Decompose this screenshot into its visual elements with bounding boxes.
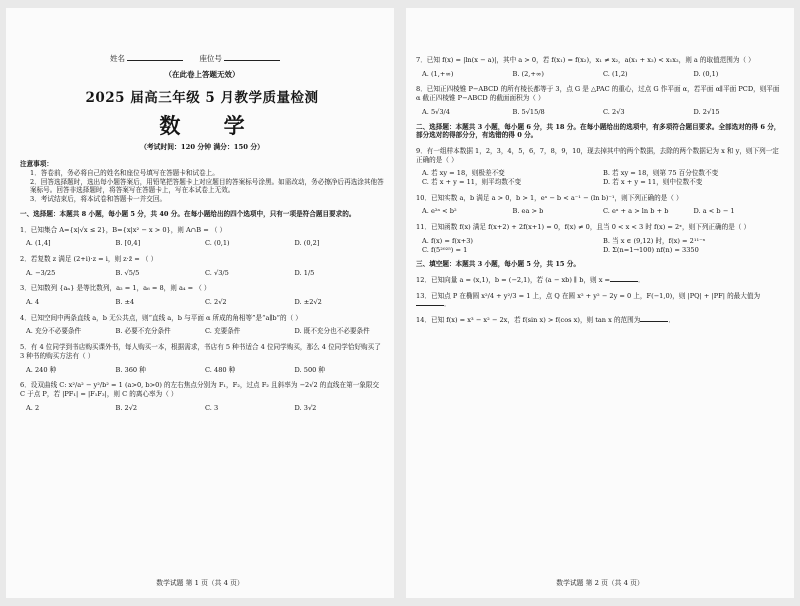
- option-a: A. (1,+∞): [422, 69, 454, 78]
- seat-blank: [224, 60, 280, 61]
- options-row: [20, 269, 384, 278]
- invalid-notice: （在此卷上答题无效）: [164, 69, 240, 79]
- option-c: C. (0,1): [205, 239, 230, 248]
- question-stem: 14．已知 f(x) = x³ − x² − 2x，若 f(sin x) > f(cos x)，则 tan x 的范围为: [416, 316, 641, 325]
- option-d: D. ±2√2: [294, 298, 322, 307]
- options-row: [416, 169, 784, 186]
- question-2: [20, 255, 384, 277]
- answer-blank: [640, 321, 668, 322]
- option-a: A. 充分不必要条件: [26, 327, 82, 336]
- note-item: 1．答卷前，务必将自己的姓名和座位号填写在答题卡和试卷上。: [30, 168, 219, 177]
- options-row: [20, 366, 384, 375]
- option-c: C. 2√3: [603, 107, 625, 116]
- option-d: D. 1/5: [294, 268, 315, 277]
- question-stem: 12．已知向量 a = (x,1)，b = (−2,1)，若 (a − xb) ∥ b，则 x =: [416, 275, 611, 284]
- question-7: [416, 56, 784, 78]
- question-stem: 13．已知点 P 在椭圆 x²/4 + y²/3 = 1 上，点 Q 在圆 x² + y² − 2y = 0 上，F(−1,0)，则 |PQ| + |PF| 的最大值为: [416, 291, 761, 300]
- question-13: 13．已知点 P 在椭圆 x²/4 + y²/3 = 1 上，点 Q 在圆 x² + y² − 2y = 0 上，F(−1,0)，则 |PQ| + |PF| 的最大值为．: [416, 291, 761, 309]
- option-a: A. 4: [26, 298, 40, 307]
- options-row: [416, 237, 784, 254]
- option-c: C. √3/5: [205, 268, 229, 277]
- question-4: [20, 314, 384, 336]
- question-stem: 1．已知集合 A={x|√x ≤ 2}，B={x|x² − x > 0}，则 A∩B = （ ）: [20, 225, 227, 234]
- option-c: C. 充要条件: [205, 327, 241, 336]
- option-d: D. a < b − 1: [693, 207, 735, 216]
- option-a: A. 2: [26, 403, 40, 412]
- name-seat-row: [20, 54, 384, 64]
- option-b: B. 5√15/8: [512, 107, 545, 116]
- option-a: A. (1,4]: [26, 239, 51, 248]
- name-blank: [127, 60, 183, 61]
- time-info: （考试时间：120 分钟 满分：150 分）: [140, 143, 264, 152]
- question-stem: 6．设双曲线 C: x²/a² − y²/b² = 1 (a>0, b>0) 的左右焦点分别为 F₁，F₂，过点 F₂ 且斜率为 −2√2 的直线在第一象限交 C 于点 P，若 |PF₁| = |F₁F₂|，则 C 的离心率为（ ）: [20, 381, 380, 398]
- option-a: A. 240 种: [26, 365, 57, 374]
- section-2-heading: 二、选择题：本题共 3 小题，每小题 6 分，共 18 分。在每小题给出的选项中，有多项符合题目要求。全部选对的得 6 分，部分选对的得部分分，有选错的得 0 分。: [416, 122, 781, 140]
- option-d: D. Σ(n=1→100) nf(n) = 3350: [603, 245, 699, 254]
- option-c: C. 若 x + y = 11，则平均数不变: [422, 178, 522, 187]
- option-b: B. [0,4]: [115, 239, 141, 248]
- options-row: [20, 239, 384, 248]
- option-d: D. 3√2: [294, 403, 317, 412]
- option-b: B. √5/5: [115, 268, 140, 277]
- answer-blank: [416, 305, 444, 306]
- question-6: [20, 381, 384, 412]
- options-row: [416, 108, 784, 117]
- option-d: D. 500 种: [294, 365, 326, 374]
- question-8: [416, 85, 784, 116]
- option-c: C. f(5²⁰²⁵) = 1: [422, 245, 468, 254]
- option-c: C. 2√2: [205, 298, 227, 307]
- question-5: [20, 343, 384, 374]
- section-3-heading: 三、填空题：本题共 3 小题，每小题 5 分，共 15 分。: [416, 260, 580, 269]
- options-row: [20, 327, 384, 336]
- note-item: 3．考试结束后，将本试卷和答题卡一并交回。: [30, 195, 167, 204]
- question-stem: 5．有 4 位同学到书店购买课外书，每人购买一本，根据需求，书店有 5 种书适合 4 位同学购买，那么 4 位同学恰好购买了 3 种书的购买方法有（ ）: [20, 343, 381, 360]
- question-9: [416, 147, 784, 187]
- option-a: A. −3/25: [26, 268, 56, 277]
- question-stem: 3．已知数列 {aₙ} 是等比数列，a₂ = 1，a₆ = 8，则 a₄ = （ ）: [20, 284, 211, 293]
- option-b: B. ±4: [115, 298, 135, 307]
- question-11: [416, 223, 784, 254]
- answer-blank: [610, 281, 638, 282]
- option-c: C. (1,2): [603, 69, 628, 78]
- subject-title: 数 学: [159, 112, 263, 138]
- option-b: B. 2√2: [115, 403, 138, 412]
- option-b: B. ea > b: [512, 207, 544, 216]
- exam-page-right: [406, 8, 794, 598]
- options-row: [416, 207, 784, 216]
- question-10: [416, 194, 784, 216]
- question-stem: 11．已知函数 f(x) 满足 f(x+2) + 2f(x+1) = 0，f(x) ≠ 0，且当 0 < x < 3 时 f(x) = 2ˣ，则下列正确的是（ ）: [416, 223, 751, 232]
- question-stem: 2．若复数 z 满足 (2+i)·z = i，则 z·z̄ = （ ）: [20, 254, 158, 263]
- option-a: A. e²ᵃ < b²: [422, 207, 457, 216]
- option-c: C. eᵃ + a > ln b + b: [603, 207, 669, 216]
- name-label: 姓名: [110, 54, 126, 63]
- options-row: [416, 70, 784, 79]
- notes-heading: 注意事项：: [20, 160, 53, 169]
- question-stem: 9．有一组样本数据 1，2，3，4，5，6，7，8，9，10，现去掉其中的两个数据，去除的两个数据记为 x 和 y，则下列一定正确的是（ ）: [416, 146, 779, 164]
- exam-title: 2025 届高三年级 5 月教学质量检测: [85, 89, 319, 106]
- option-c: C. 3: [205, 403, 219, 412]
- option-d: D. 若 x + y = 11，则中位数不变: [603, 178, 703, 187]
- exam-page-left: [6, 8, 394, 598]
- note-item: 2．回答选择题时，选出每小题答案后，用铅笔把答题卡上对应题目的答案标号涂黑。如需改动，务必擦净后再选涂其他答案标号。回答非选择题时，将答案写在答题卡上，写在本试卷上无效。: [30, 177, 384, 195]
- option-b: B. 若 xy = 18，则第 75 百分位数不变: [603, 169, 719, 178]
- question-stem: 8．已知正四棱锥 P−ABCD 的所有棱长都等于 3，点 G 是 △PAC 的重心，过点 G 作平面 α，若平面 α∥平面 PCD，则平面 α 截正四棱锥 P−ABCD 的截面面积为（ ）: [416, 85, 780, 103]
- option-d: D. 既不充分也不必要条件: [294, 327, 370, 336]
- option-d: D. (0,1): [693, 69, 719, 78]
- seat-label: 座位号: [199, 54, 222, 63]
- option-b: B. 当 x ∈ (9,12) 时，f(x) = 2¹¹⁻ˣ: [603, 236, 706, 245]
- options-row: [20, 404, 384, 413]
- page-header: [20, 54, 384, 152]
- option-b: B. (2,+∞): [512, 69, 544, 78]
- option-b: B. 360 种: [115, 365, 146, 374]
- question-stem: 4．已知空间中两条直线 a，b 无公共点，则“直线 a，b 与平面 α 所成的角相等”是“a∥b”的（ ）: [20, 313, 302, 322]
- question-stem: 7．已知 f(x) = |ln(x − a)|，其中 a > 0，若 f(x₁) = f(x₂)，x₁ ≠ x₂，a(x₁ + x₂) < x₁x₂，则 a 的取值范围为（ ）: [416, 56, 755, 64]
- option-a: A. 5√3/4: [422, 107, 450, 116]
- page-footer: 数学试题 第 2 页（共 4 页）: [556, 579, 644, 588]
- options-row: [20, 298, 384, 307]
- option-c: C. 480 种: [205, 365, 236, 374]
- option-a: A. f(x) = f(x+3): [422, 236, 473, 245]
- option-b: B. 必要不充分条件: [115, 327, 171, 336]
- option-d: D. 2√15: [693, 107, 720, 116]
- question-stem: 10．已知实数 a，b 满足 a > 0，b > 1，eᵃ − b < a⁻¹ − (ln b)⁻¹，则下列正确的是（ ）: [416, 193, 683, 202]
- question-1: [20, 226, 384, 248]
- question-12: 12．已知向量 a = (x,1)，b = (−2,1)，若 (a − xb) ∥ b，则 x = ．: [416, 275, 645, 284]
- page-footer: 数学试题 第 1 页（共 4 页）: [156, 579, 244, 588]
- option-a: A. 若 xy = 18，则极差不变: [422, 169, 505, 178]
- section-1-heading: 一、选择题：本题共 8 小题，每小题 5 分，共 40 分。在每小题给出的四个选项中，只有一项是符合题目要求的。: [20, 209, 356, 218]
- question-3: [20, 284, 384, 306]
- question-14: 14．已知 f(x) = x³ − x² − 2x，若 f(sin x) > f(cos x)，则 tan x 的范围为 ．: [416, 316, 675, 325]
- option-d: D. (0,2]: [294, 239, 320, 248]
